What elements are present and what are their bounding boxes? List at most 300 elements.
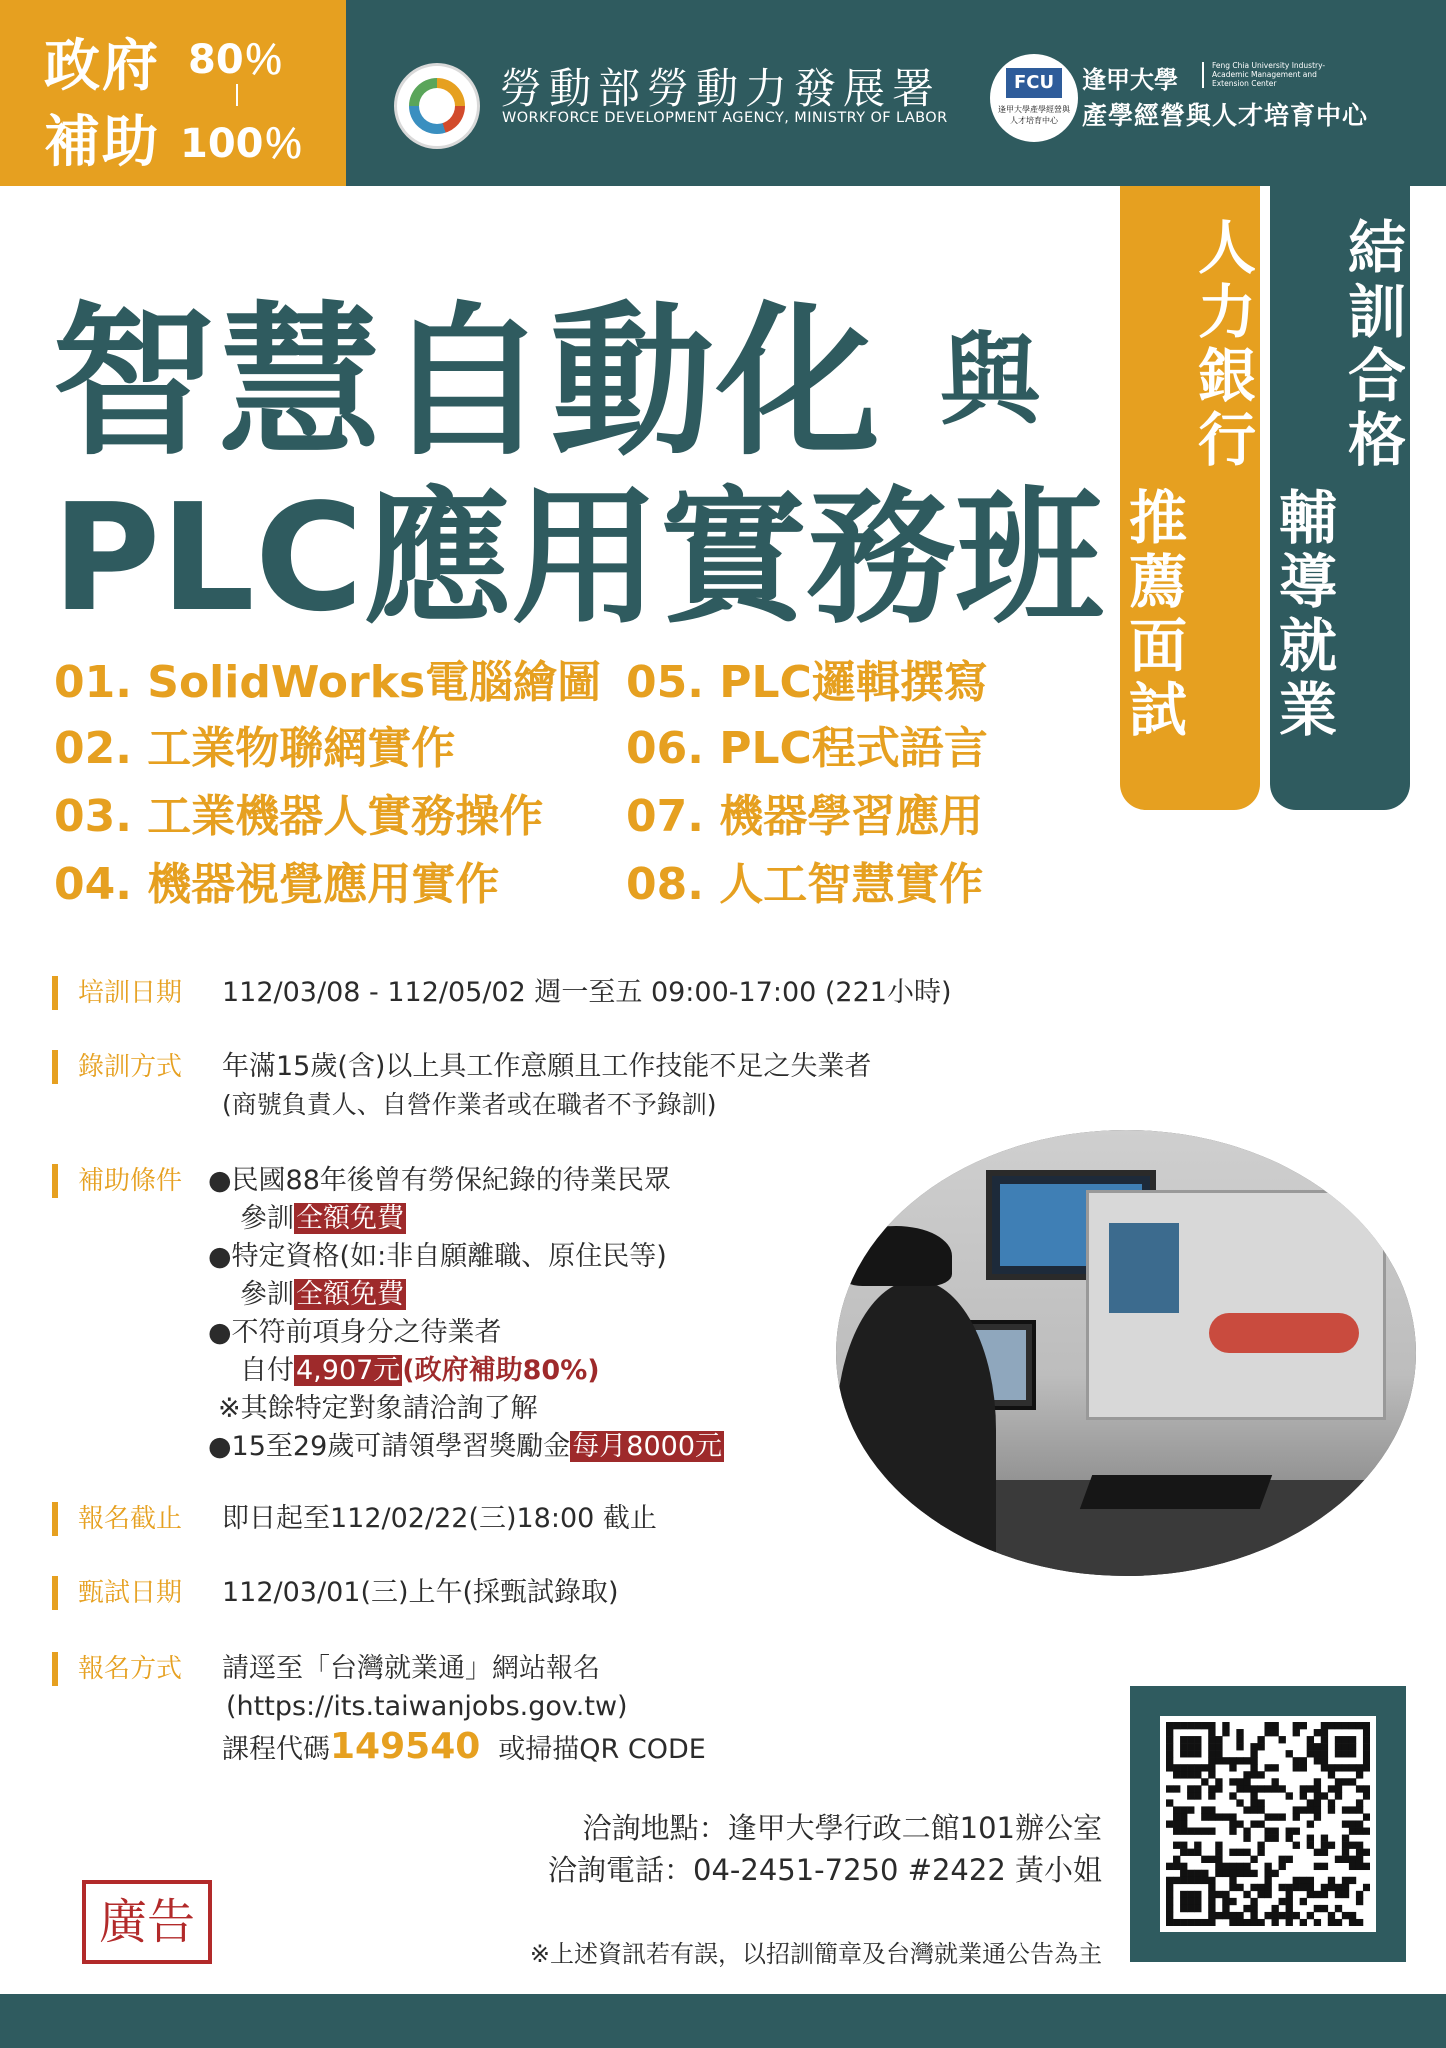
qr-module — [1222, 1863, 1229, 1870]
qr-module — [1257, 1806, 1264, 1813]
qr-module — [1342, 1764, 1349, 1771]
qr-module — [1307, 1877, 1314, 1884]
qr-module — [1286, 1856, 1293, 1863]
qr-module — [1264, 1877, 1271, 1884]
qr-module — [1314, 1792, 1321, 1799]
qr-module — [1229, 1792, 1236, 1799]
qr-module — [1264, 1884, 1271, 1891]
qr-module — [1243, 1905, 1250, 1912]
qr-module — [1166, 1863, 1173, 1870]
qr-module — [1321, 1729, 1328, 1736]
qr-module — [1243, 1849, 1250, 1856]
qr-module — [1222, 1813, 1229, 1820]
qr-module — [1194, 1743, 1201, 1750]
qr-module — [1264, 1863, 1271, 1870]
qr-module — [1356, 1849, 1363, 1856]
qr-module — [1363, 1792, 1370, 1799]
qr-module — [1236, 1757, 1243, 1764]
subsidy-condition-5 — [208, 1430, 724, 1464]
apply-instruction: 請逕至「台灣就業通」網站報名 — [222, 1653, 600, 1684]
qr-module — [1272, 1919, 1279, 1926]
qr-module — [1279, 1736, 1286, 1743]
qr-module — [1328, 1771, 1335, 1778]
qr-module — [1236, 1919, 1243, 1926]
qr-module — [1293, 1806, 1300, 1813]
qr-module — [1293, 1722, 1300, 1729]
qr-module — [1187, 1891, 1194, 1898]
qr-module — [1180, 1877, 1187, 1884]
qr-module — [1264, 1729, 1271, 1736]
qr-module — [1300, 1898, 1307, 1905]
qr-module — [1194, 1891, 1201, 1898]
qr-module — [1300, 1877, 1307, 1884]
fee-highlight: 4,907元 — [296, 1355, 401, 1386]
qr-module — [1229, 1877, 1236, 1884]
qr-module — [1272, 1870, 1279, 1877]
qr-module — [1328, 1806, 1335, 1813]
course-item: 04. 機器視覺應用實作 — [54, 859, 500, 910]
qr-module — [1229, 1919, 1236, 1926]
qr-module — [1293, 1884, 1300, 1891]
qr-module — [1208, 1722, 1215, 1729]
qr-module — [1215, 1743, 1222, 1750]
qr-instruction: 或掃描QR CODE — [498, 1734, 706, 1765]
qr-module — [1356, 1842, 1363, 1849]
qr-module — [1173, 1764, 1180, 1771]
qr-module — [1307, 1835, 1314, 1842]
qr-module — [1257, 1771, 1264, 1778]
qr-module — [1286, 1919, 1293, 1926]
qr-module — [1257, 1842, 1264, 1849]
qr-module — [1208, 1856, 1215, 1863]
qr-module — [1229, 1778, 1236, 1785]
qr-module — [1321, 1891, 1328, 1898]
qr-module — [1187, 1849, 1194, 1856]
qr-module — [1257, 1919, 1264, 1926]
tab-talent-bank-col2 — [1126, 486, 1190, 742]
qr-module — [1208, 1877, 1215, 1884]
training-photo — [836, 1130, 1416, 1576]
qr-module — [1342, 1722, 1349, 1729]
qr-module — [1363, 1750, 1370, 1757]
qr-module — [1293, 1729, 1300, 1736]
ad-stamp: 廣告 — [82, 1880, 212, 1964]
tab-char: 導 — [1278, 548, 1337, 616]
qr-module — [1307, 1750, 1314, 1757]
qr-module — [1166, 1722, 1173, 1729]
qr-module — [1215, 1757, 1222, 1764]
qr-module — [1250, 1785, 1257, 1792]
subsidy-condition-2-detail — [240, 1278, 406, 1312]
qr-module — [1335, 1884, 1342, 1891]
qr-module — [1293, 1912, 1300, 1919]
qr-module — [1243, 1785, 1250, 1792]
qr-module — [1328, 1722, 1335, 1729]
qr-module — [1349, 1750, 1356, 1757]
qr-module — [1180, 1722, 1187, 1729]
qr-module — [1314, 1729, 1321, 1736]
qr-module — [1243, 1828, 1250, 1835]
qr-module — [1194, 1828, 1201, 1835]
qr-module — [1328, 1764, 1335, 1771]
qr-module — [1328, 1884, 1335, 1891]
qr-module — [1208, 1806, 1215, 1813]
qr-module — [1356, 1785, 1363, 1792]
course-item: 05. PLC邏輯撰寫 — [626, 657, 988, 708]
qr-module — [1215, 1750, 1222, 1757]
tab-char: 業 — [1278, 676, 1337, 744]
subsidy-pct-high: 100％ — [180, 121, 304, 167]
qr-module — [1243, 1757, 1250, 1764]
qr-module — [1321, 1736, 1328, 1743]
tab-talent-bank-col1 — [1195, 216, 1259, 472]
qr-module — [1328, 1799, 1335, 1806]
qr-module — [1166, 1898, 1173, 1905]
qr-module — [1215, 1842, 1222, 1849]
qr-module — [1215, 1870, 1222, 1877]
qr-module — [1180, 1870, 1187, 1877]
qr-module — [1187, 1806, 1194, 1813]
qr-module — [1363, 1743, 1370, 1750]
qr-module — [1342, 1806, 1349, 1813]
tab-char: 格 — [1347, 406, 1406, 474]
qr-module — [1215, 1736, 1222, 1743]
qr-module — [1342, 1884, 1349, 1891]
qr-module — [1229, 1870, 1236, 1877]
qr-module — [1314, 1743, 1321, 1750]
qr-module — [1264, 1722, 1271, 1729]
qr-module — [1166, 1912, 1173, 1919]
qr-module — [1349, 1736, 1356, 1743]
qr-module — [1187, 1750, 1194, 1757]
qr-module — [1236, 1863, 1243, 1870]
qr-module — [1314, 1799, 1321, 1806]
qr-module — [1272, 1813, 1279, 1820]
qr-module — [1349, 1778, 1356, 1785]
qr-module — [1236, 1785, 1243, 1792]
qr-module — [1272, 1729, 1279, 1736]
qr-module — [1208, 1743, 1215, 1750]
qr-code-icon[interactable] — [1160, 1716, 1376, 1932]
qr-module — [1208, 1729, 1215, 1736]
qr-module — [1215, 1891, 1222, 1898]
qr-module — [1194, 1792, 1201, 1799]
qr-module — [1166, 1750, 1173, 1757]
qr-module — [1236, 1849, 1243, 1856]
qr-module — [1250, 1820, 1257, 1827]
qr-module — [1321, 1757, 1328, 1764]
qr-module — [1187, 1828, 1194, 1835]
qr-module — [1180, 1764, 1187, 1771]
qr-module — [1194, 1877, 1201, 1884]
qr-module — [1201, 1813, 1208, 1820]
label-admission: 錄訓方式 — [52, 1050, 182, 1084]
qr-module — [1187, 1743, 1194, 1750]
qr-module — [1222, 1898, 1229, 1905]
qr-module — [1272, 1785, 1279, 1792]
qr-module — [1293, 1842, 1300, 1849]
qr-module — [1229, 1828, 1236, 1835]
qr-module — [1215, 1912, 1222, 1919]
qr-module — [1187, 1764, 1194, 1771]
qr-module — [1279, 1856, 1286, 1863]
qr-module — [1286, 1884, 1293, 1891]
stipend-highlight: 每月8000元 — [572, 1431, 722, 1462]
tab-char: 人 — [1197, 214, 1256, 282]
qr-module — [1257, 1849, 1264, 1856]
qr-module — [1222, 1905, 1229, 1912]
label-exam-date: 甄試日期 — [52, 1576, 182, 1610]
qr-module — [1321, 1884, 1328, 1891]
qr-module — [1356, 1799, 1363, 1806]
qr-module — [1187, 1771, 1194, 1778]
fcu-center-name: 產學經營與人才培育中心 — [1082, 101, 1369, 130]
qr-module — [1208, 1764, 1215, 1771]
agency-name-en: WORKFORCE DEVELOPMENT AGENCY, MINISTRY OF LABOR — [502, 110, 948, 126]
qr-module — [1264, 1764, 1271, 1771]
qr-module — [1215, 1849, 1222, 1856]
qr-module — [1250, 1870, 1257, 1877]
qr-module — [1356, 1856, 1363, 1863]
qr-module — [1201, 1828, 1208, 1835]
qr-module — [1363, 1736, 1370, 1743]
course-item: 01. SolidWorks電腦繪圖 — [54, 657, 602, 708]
qr-module — [1166, 1757, 1173, 1764]
qr-module — [1349, 1842, 1356, 1849]
tab-talent-bank — [1120, 186, 1260, 810]
agency-logo-icon — [394, 63, 480, 149]
qr-module — [1194, 1750, 1201, 1757]
qr-module — [1356, 1764, 1363, 1771]
qr-module — [1250, 1919, 1257, 1926]
qr-module — [1173, 1722, 1180, 1729]
qr-module — [1173, 1828, 1180, 1835]
qr-module — [1250, 1764, 1257, 1771]
qr-module — [1342, 1835, 1349, 1842]
course-item: 02. 工業物聯網實作 — [54, 723, 456, 774]
qr-module — [1349, 1764, 1356, 1771]
qr-module — [1194, 1898, 1201, 1905]
qr-module — [1272, 1828, 1279, 1835]
qr-module — [1279, 1884, 1286, 1891]
qr-module — [1335, 1891, 1342, 1898]
qr-module — [1349, 1828, 1356, 1835]
qr-module — [1236, 1870, 1243, 1877]
qr-module — [1166, 1884, 1173, 1891]
qr-module — [1356, 1820, 1363, 1827]
qr-module — [1257, 1743, 1264, 1750]
qr-module — [1201, 1722, 1208, 1729]
qr-module — [1363, 1884, 1370, 1891]
qr-module — [1257, 1884, 1264, 1891]
qr-module — [1257, 1820, 1264, 1827]
qr-module — [1342, 1877, 1349, 1884]
qr-code-frame[interactable] — [1130, 1686, 1406, 1962]
qr-module — [1229, 1912, 1236, 1919]
free-highlight: 全額免費 — [296, 1279, 404, 1310]
qr-module — [1229, 1849, 1236, 1856]
fee-subsidy-note: (政府補助80%) — [402, 1355, 600, 1386]
qr-module — [1194, 1870, 1201, 1877]
qr-module — [1342, 1856, 1349, 1863]
qr-module — [1229, 1863, 1236, 1870]
qr-module — [1286, 1750, 1293, 1757]
qr-module — [1264, 1891, 1271, 1898]
qr-module — [1208, 1828, 1215, 1835]
qr-module — [1264, 1785, 1271, 1792]
qr-module — [1250, 1792, 1257, 1799]
qr-module — [1229, 1820, 1236, 1827]
qr-module — [1201, 1778, 1208, 1785]
qr-module — [1328, 1877, 1335, 1884]
qr-module — [1293, 1877, 1300, 1884]
qr-module — [1363, 1764, 1370, 1771]
subsidy-other-note: ※其餘特定對象請洽詢了解 — [218, 1393, 538, 1424]
qr-module — [1342, 1736, 1349, 1743]
subsidy-prefix: 參訓 — [240, 1279, 294, 1310]
label-subsidy: 補助條件 — [52, 1164, 182, 1198]
tab-job-placement-col2 — [1276, 486, 1340, 742]
qr-module — [1272, 1835, 1279, 1842]
qr-module — [1250, 1757, 1257, 1764]
qr-module — [1229, 1884, 1236, 1891]
qr-module — [1222, 1757, 1229, 1764]
qr-module — [1307, 1891, 1314, 1898]
qr-module — [1208, 1792, 1215, 1799]
qr-module — [1236, 1778, 1243, 1785]
qr-module — [1194, 1842, 1201, 1849]
qr-module — [1180, 1891, 1187, 1898]
label-apply: 報名方式 — [52, 1652, 182, 1686]
qr-module — [1257, 1736, 1264, 1743]
qr-module — [1342, 1778, 1349, 1785]
qr-module — [1166, 1820, 1173, 1827]
qr-module — [1194, 1905, 1201, 1912]
footer-bar — [0, 1994, 1446, 2048]
qr-module — [1180, 1849, 1187, 1856]
qr-module — [1342, 1842, 1349, 1849]
qr-module — [1250, 1884, 1257, 1891]
qr-module — [1264, 1870, 1271, 1877]
apply-url[interactable]: (https://its.taiwanjobs.gov.tw) — [226, 1691, 628, 1722]
qr-module — [1342, 1820, 1349, 1827]
qr-module — [1356, 1919, 1363, 1926]
qr-module — [1321, 1750, 1328, 1757]
qr-module — [1307, 1785, 1314, 1792]
tab-char: 面 — [1128, 612, 1187, 680]
qr-module — [1180, 1863, 1187, 1870]
qr-module — [1342, 1743, 1349, 1750]
training-date-value: 112/03/08 - 112/05/02 週一至五 09:00-17:00 (221小時) — [222, 977, 952, 1008]
qr-module — [1194, 1849, 1201, 1856]
tab-char: 就 — [1278, 612, 1337, 680]
course-code: 149540 — [330, 1726, 481, 1767]
qr-module — [1208, 1736, 1215, 1743]
subsidy-condition-3-detail — [240, 1354, 600, 1388]
qr-module — [1342, 1849, 1349, 1856]
qr-module — [1194, 1785, 1201, 1792]
qr-module — [1236, 1884, 1243, 1891]
qr-module — [1356, 1863, 1363, 1870]
contact-phone: 洽詢電話：04-2451-7250 #2422 黃小姐 — [548, 1853, 1102, 1887]
qr-module — [1307, 1743, 1314, 1750]
tab-char: 試 — [1128, 676, 1187, 744]
qr-module — [1300, 1757, 1307, 1764]
qr-module — [1279, 1912, 1286, 1919]
qr-module — [1335, 1764, 1342, 1771]
qr-module — [1286, 1905, 1293, 1912]
qr-module — [1356, 1771, 1363, 1778]
qr-module — [1250, 1750, 1257, 1757]
qr-module — [1180, 1771, 1187, 1778]
qr-module — [1180, 1813, 1187, 1820]
qr-module — [1257, 1799, 1264, 1806]
stipend-text: ●15至29歲可請領學習獎勵金 — [208, 1431, 571, 1462]
qr-module — [1208, 1905, 1215, 1912]
qr-module — [1335, 1785, 1342, 1792]
course-item: 06. PLC程式語言 — [626, 723, 988, 774]
qr-module — [1222, 1870, 1229, 1877]
qr-module — [1264, 1912, 1271, 1919]
tab-char: 力 — [1197, 278, 1256, 346]
qr-module — [1293, 1828, 1300, 1835]
qr-module — [1279, 1863, 1286, 1870]
qr-module — [1335, 1736, 1342, 1743]
fcu-name-en: Feng Chia University Industry-Academic Management and Extension Center — [1212, 61, 1326, 88]
tab-char: 結 — [1347, 214, 1406, 282]
qr-module — [1349, 1722, 1356, 1729]
qr-module — [1314, 1905, 1321, 1912]
qr-module — [1243, 1870, 1250, 1877]
qr-module — [1307, 1884, 1314, 1891]
qr-module — [1314, 1813, 1321, 1820]
qr-module — [1321, 1764, 1328, 1771]
qr-module — [1314, 1863, 1321, 1870]
fcu-divider — [1202, 62, 1204, 88]
qr-module — [1349, 1743, 1356, 1750]
qr-module — [1321, 1849, 1328, 1856]
qr-module — [1187, 1785, 1194, 1792]
qr-module — [1363, 1729, 1370, 1736]
free-highlight: 全額免費 — [296, 1203, 404, 1234]
qr-module — [1328, 1912, 1335, 1919]
qr-module — [1222, 1891, 1229, 1898]
qr-module — [1342, 1750, 1349, 1757]
qr-module — [1201, 1877, 1208, 1884]
qr-module — [1194, 1764, 1201, 1771]
qr-module — [1166, 1905, 1173, 1912]
qr-module — [1208, 1919, 1215, 1926]
qr-module — [1257, 1785, 1264, 1792]
qr-module — [1363, 1849, 1370, 1856]
qr-module — [1250, 1806, 1257, 1813]
qr-module — [1300, 1792, 1307, 1799]
qr-module — [1194, 1919, 1201, 1926]
tab-char: 訓 — [1347, 278, 1406, 346]
qr-module — [1264, 1828, 1271, 1835]
disclaimer-note: ※上述資訊若有誤，以招訓簡章及台灣就業通公告為主 — [529, 1940, 1102, 1968]
qr-module — [1187, 1877, 1194, 1884]
qr-module — [1194, 1736, 1201, 1743]
qr-module — [1300, 1884, 1307, 1891]
fcu-logo-icon — [990, 54, 1078, 142]
deadline-value: 即日起至112/02/22(三)18:00 截止 — [222, 1503, 657, 1534]
qr-module — [1349, 1919, 1356, 1926]
qr-module — [1166, 1891, 1173, 1898]
qr-module — [1335, 1792, 1342, 1799]
qr-module — [1314, 1757, 1321, 1764]
qr-module — [1208, 1813, 1215, 1820]
